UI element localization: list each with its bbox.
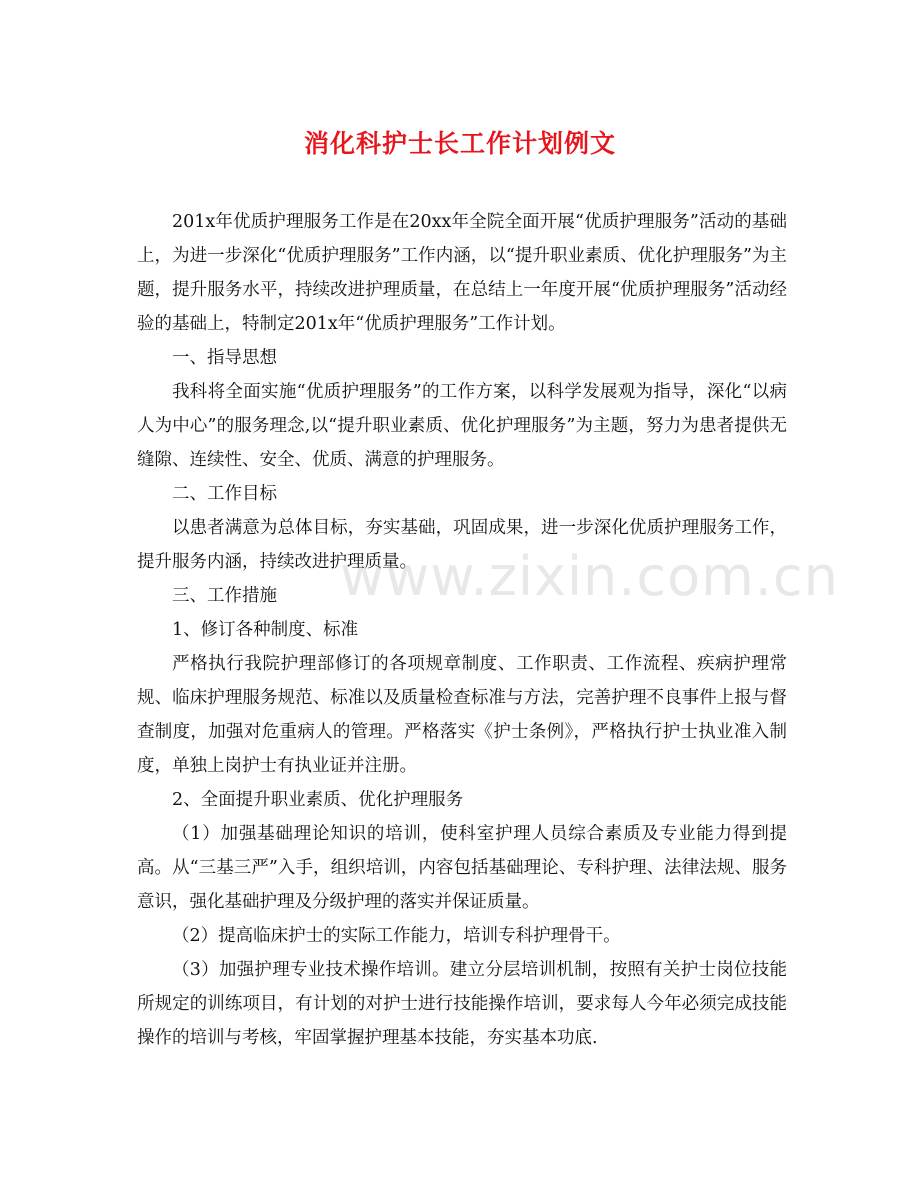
section-heading-work-goals: 二、工作目标 [172,484,277,504]
section-heading-work-measures: 三、工作措施 [172,586,277,606]
guiding-thought-paragraph: 我科将全面实施“优质护理服务”的工作方案，以科学发展观为指导，深化“以病人为中心”的服务理念,以“提升职业素质、优化护理服务”为主题，努力为患者提供无缝隙、连续性、安全、优质、满意的护理服务。 [137,382,787,470]
item-2-paragraph: （2）提高临床护士的实际工作能力，培训专科护理骨干。 [172,926,621,946]
work-goals-paragraph: 以患者满意为总体目标，夯实基础，巩固成果，进一步深化优质护理服务工作，提升服务内涵，持续改进护理质量。 [137,518,787,572]
document-body [137,205,787,1055]
subheading-improve-quality: 2、全面提升职业素质、优化护理服务 [172,790,464,810]
watermark-text: www.zixin.com.cn [340,545,839,608]
section-heading-guiding-thought: 一、指导思想 [172,348,277,368]
item-1-paragraph: （1）加强基础理论知识的培训，使科室护理人员综合素质及专业能力得到提高。从“三基三严”入手，组织培训，内容包括基础理论、专科护理、法律法规、服务意识，强化基础护理及分级护理的落实并保证质量。 [137,824,787,912]
intro-paragraph: 201x年优质护理服务工作是在20xx年全院全面开展“优质护理服务”活动的基础上，为进一步深化“优质护理服务”工作内涵，以“提升职业素质、优化护理服务”为主题，提升服务水平，持续改进护理质量，在总结上一年度开展“优质护理服务”活动经验的基础上，特制定201x年“优质护理服务”工作计划。 [137,212,787,334]
revise-systems-paragraph: 严格执行我院护理部修订的各项规章制度、工作职责、工作流程、疾病护理常规、临床护理服务规范、标准以及质量检查标准与方法，完善护理不良事件上报与督查制度，加强对危重病人的管理。严格落实《护士条例》，严格执行护士执业准入制度，单独上岗护士有执业证并注册。 [137,654,787,776]
item-3-paragraph: （3）加强护理专业技术操作培训。建立分层培训机制，按照有关护士岗位技能所规定的训练项目，有计划的对护士进行技能操作培训，要求每人今年必须完成技能操作的培训与考核，牢固掌握护理基本技能，夯实基本功底. [137,960,787,1048]
document-title: 消化科护士长工作计划例文 [303,129,616,158]
subheading-revise-systems: 1、修订各种制度、标准 [172,620,359,640]
